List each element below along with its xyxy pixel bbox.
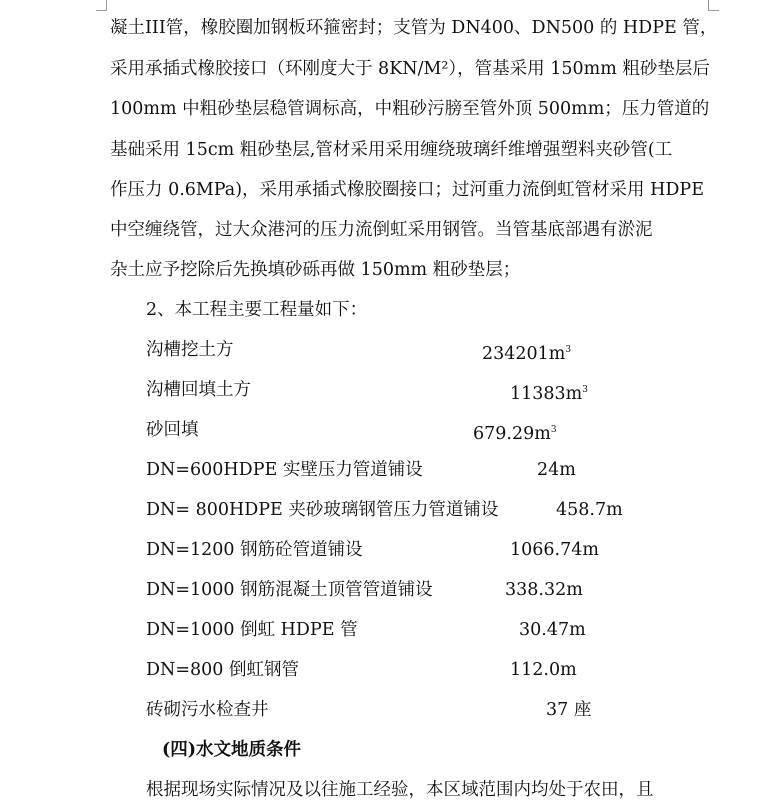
quantity-name: DN=1000 倒虹 HDPE 管 xyxy=(146,620,358,640)
quantity-name: 砖砌污水检查井 xyxy=(146,700,269,720)
quantity-name: DN=1200 钢筋砼管道铺设 xyxy=(146,540,363,560)
quantity-value: 458.7m xyxy=(556,500,623,520)
page-corner-mark-right xyxy=(708,0,719,11)
quantity-value: 30.47m xyxy=(519,620,586,640)
quantity-name: 砂回填 xyxy=(146,420,199,440)
quantity-name: DN=1000 钢筋混凝土顶管管道铺设 xyxy=(146,580,433,600)
text-line: 凝土III管，橡胶圈加钢板环箍密封；支管为 DN400、DN500 的 HDPE 管， xyxy=(110,18,718,38)
page-corner-mark-left xyxy=(96,0,107,11)
quantity-value: 24m xyxy=(537,460,576,480)
text-line: 杂土应予挖除后先换填砂砾再做 150mm 粗砂垫层； xyxy=(110,260,521,280)
text-line: 中空缠绕管，过大众港河的压力流倒虹采用钢管。当管基底部遇有淤泥 xyxy=(110,220,653,240)
quantity-value: 1066.74m xyxy=(510,540,599,560)
quantity-name: 沟槽挖土方 xyxy=(146,340,234,360)
section-heading: (四)水文地质条件 xyxy=(162,740,302,760)
quantity-value: $11383m^3$ xyxy=(510,384,588,404)
quantity-name: DN=800 倒虹钢管 xyxy=(146,660,299,680)
quantity-name: DN= 800HDPE 夹砂玻璃钢管压力管道铺设 xyxy=(146,500,499,520)
quantity-value: 338.32m xyxy=(505,580,583,600)
text-line: 100mm 中粗砂垫层稳管调标高，中粗砂污膀至管外顶 500mm；压力管道的 xyxy=(110,99,710,119)
quantity-name: DN=600HDPE 实壁压力管道铺设 xyxy=(146,460,423,480)
text-line: 采用承插式橡胶接口（环刚度大于 8KN/M²），管基采用 150mm 粗砂垫层后 xyxy=(110,59,710,79)
quantity-value: $679.29m^3$ xyxy=(473,424,557,444)
text-line: 基础采用 15cm 粗砂垫层,管材采用采用缠绕玻璃纤维增强塑料夹砂管(工 xyxy=(110,140,673,160)
quantity-value: 37 座 xyxy=(546,700,592,720)
quantity-name: 沟槽回填土方 xyxy=(146,380,251,400)
text-line: 作压力 0.6MPa)，采用承插式橡胶圈接口；过河重力流倒虹管材采用 HDPE xyxy=(110,180,704,200)
quantity-value: 112.0m xyxy=(510,660,577,680)
paragraph-hydrogeology: 根据现场实际情况及以往施工经验，本区域范围内均处于农田，且 xyxy=(146,780,654,800)
quantity-value: $234201m^3$ xyxy=(482,344,572,364)
quantities-intro: 2、本工程主要工程量如下： xyxy=(146,300,368,320)
